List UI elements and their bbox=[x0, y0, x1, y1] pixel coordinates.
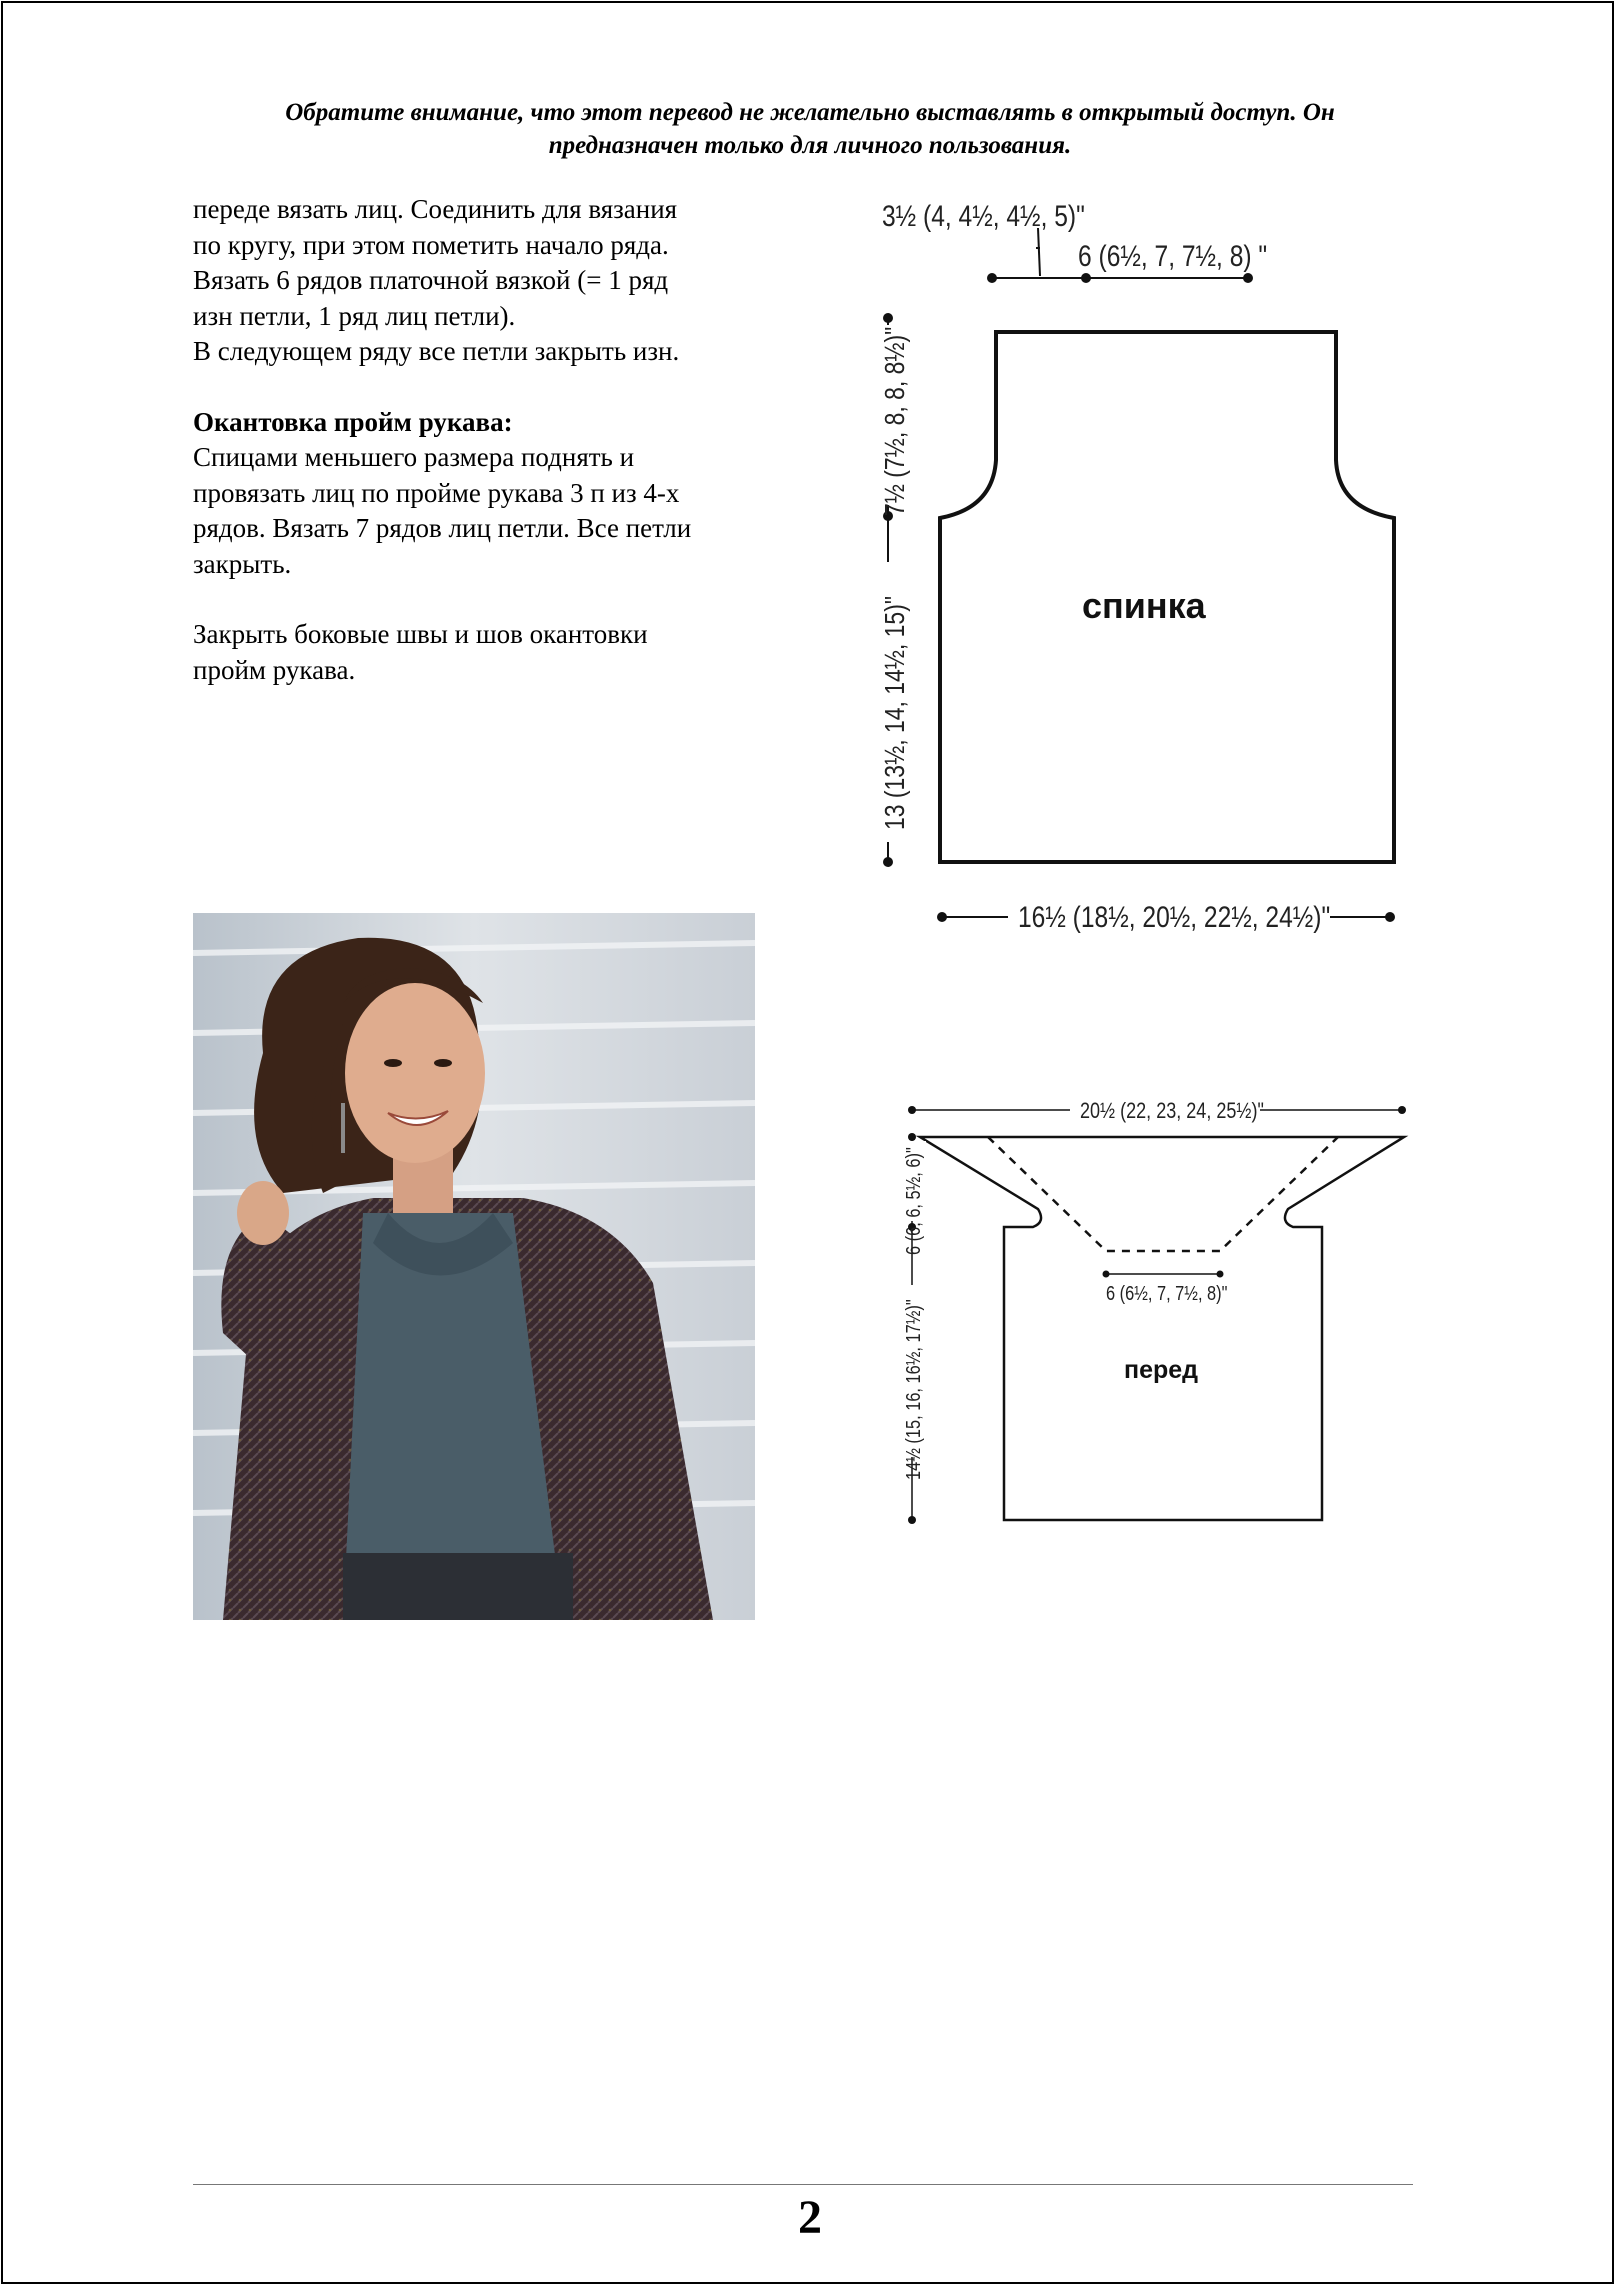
back-label: спинка bbox=[1082, 585, 1206, 626]
dim-shoulder: 3½ (4, 4½, 4½, 5)" bbox=[882, 198, 1085, 233]
dim-front-lower: 14½ (15, 16, 16½, 17½)" bbox=[901, 1299, 925, 1480]
dim-front-neck: 6 (6½, 7, 7½, 8)" bbox=[1106, 1281, 1228, 1305]
copyright-notice bbox=[180, 96, 1440, 162]
instruction-line: Спицами меньшего размера поднять и bbox=[193, 442, 635, 472]
front-schematic bbox=[870, 1085, 1430, 1525]
dim-back-neck: 6 (6½, 7, 7½, 8) " bbox=[1078, 238, 1268, 273]
instruction-line: изн петли, 1 ряд лиц петли). bbox=[193, 300, 516, 331]
dim-back-width: 16½ (18½, 20½, 22½, 24½)" bbox=[1018, 899, 1331, 934]
instruction-line: пройм рукава. bbox=[193, 654, 356, 685]
instruction-line: закрыть. bbox=[193, 548, 292, 579]
page-number: 2 bbox=[798, 2191, 822, 2244]
dim-armhole: 7½ (7½, 8, 8, 8½)" bbox=[879, 326, 911, 516]
dim-front-upper: 6 (6, 6, 5½, 6)" bbox=[901, 1147, 925, 1255]
instruction-line: рядов. Вязать 7 рядов лиц петли. Все петли bbox=[193, 513, 692, 543]
front-panel-outline bbox=[920, 1137, 1404, 1520]
instructions-text bbox=[193, 192, 793, 688]
instruction-line: Вязать 6 рядов платочной вязкой (= 1 ряд bbox=[193, 265, 669, 295]
notice-line-2: предназначен только для личного пользования. bbox=[548, 132, 1072, 159]
instruction-line: переде вязать лиц. Соединить для вязания bbox=[193, 194, 678, 224]
front-neckline-dashed bbox=[988, 1137, 1338, 1251]
dim-body-length: 13 (13½, 14, 14½, 15)" bbox=[879, 596, 911, 830]
footer-rule bbox=[193, 2184, 1413, 2185]
instruction-line: провязать лиц по пройме рукава 3 п из 4-х bbox=[193, 477, 680, 508]
instruction-line: по кругу, при этом пометить начало ряда. bbox=[193, 229, 669, 260]
notice-line-1: Обратите внимание, что этот перевод не желательно выставлять в открытый доступ. Он bbox=[285, 99, 1335, 126]
dim-front-top: 20½ (22, 23, 24, 25½)" bbox=[1080, 1099, 1264, 1124]
section-heading: Окантовка пройм рукава: bbox=[193, 406, 513, 437]
instruction-line: Закрыть боковые швы и шов окантовки bbox=[193, 619, 648, 649]
back-schematic bbox=[860, 190, 1420, 950]
model-photo bbox=[193, 913, 755, 1620]
instruction-line: В следующем ряду все петли закрыть изн. bbox=[193, 336, 680, 366]
front-label: перед bbox=[1124, 1356, 1199, 1384]
